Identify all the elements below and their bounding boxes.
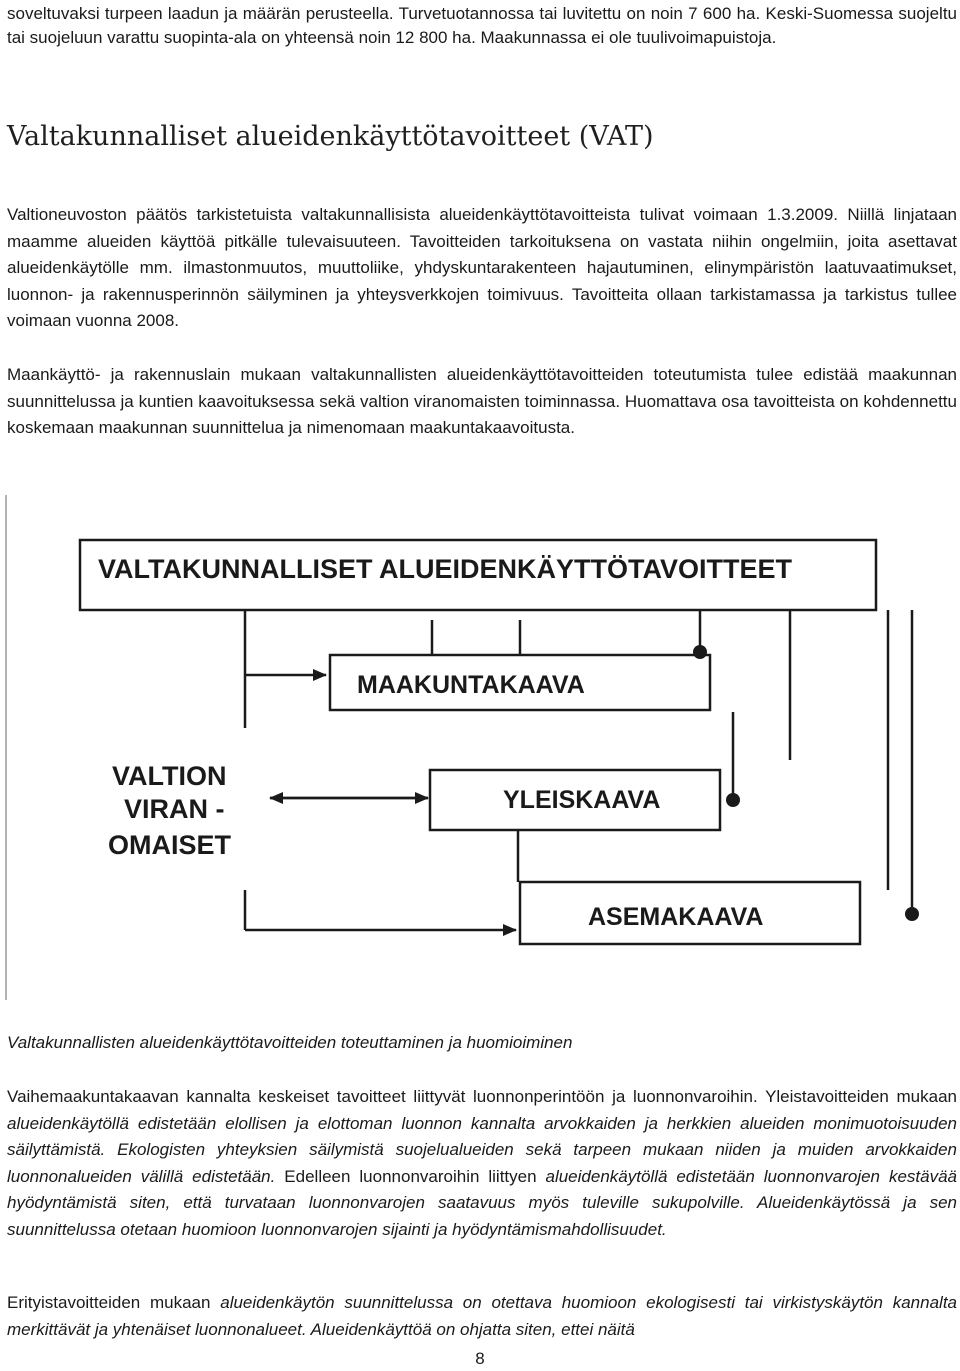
- paragraph-special-text-1: Erityistavoitteiden mukaan: [7, 1293, 221, 1312]
- intro-paragraph: soveltuvaksi turpeen laadun ja määrän perusteella. Turvetuotannossa tai luvitettu on noin 7 600 ha. Keski-Suomessa suojeltu tai suojeluun varattu suopinta-ala on yhteensä noin 12 800 ha. Maakunnassa ei ole tuulivoimapuistoja.: [7, 4, 957, 47]
- dot-asema: [905, 907, 919, 921]
- paragraph-goals: [7, 1084, 957, 1243]
- planning-hierarchy-diagram: [0, 490, 960, 1005]
- vat-box-label: VALTAKUNNALLISET ALUEIDENKÄYTTÖTAVOITTEET: [98, 554, 792, 584]
- paragraph-special-italic-1: alueidenkäytön suunnittelussa on otettava huomioon ekologisesti tai virkistyskäytön kannalta merkittävät ja yhtenäiset luonnonalueet. Alueidenkäyttöä on ohjatta siten, ettei näitä: [7, 1293, 957, 1339]
- yleiskaava-label: YLEISKAAVA: [503, 786, 661, 814]
- dot-maakunta: [693, 645, 707, 659]
- dot-yleis: [726, 793, 740, 807]
- asemakaava-label: ASEMAKAAVA: [588, 903, 764, 931]
- diagram-caption: Valtakunnallisten alueidenkäyttötavoitteiden toteuttaminen ja huomioiminen: [7, 1033, 573, 1052]
- page-number: 8: [475, 1349, 485, 1368]
- valtion-label-3: OMAISET: [108, 830, 232, 860]
- valtion-label-1: VALTION: [112, 761, 227, 791]
- paragraph-mrl: Maankäyttö- ja rakennuslain mukaan valtakunnallisten alueidenkäyttötavoitteiden toteutumista tulee edistää maakunnan suunnittelussa ja kuntien kaavoituksessa sekä valtion viranomaisten toiminnassa. Huomattava osa tavoitteista on kohdennettu koskemaan maakunnan suunnittelua ja nimenomaan maakuntakaavoitusta.: [7, 365, 957, 437]
- valtion-label-2: VIRAN -: [124, 794, 225, 824]
- paragraph-goals-text-2: Edelleen luonnonvaroihin liittyen: [275, 1166, 546, 1186]
- section-title: Valtakunnalliset alueidenkäyttötavoitteet (VAT): [7, 121, 654, 152]
- paragraph-goals-italic-1: alueidenkäytöllä edistetään elollisen ja elottoman luonnon kannalta arvokkaiden ja herkkien alueiden monimuotoisuuden säilyttämistä. Ekologisten yhteyksien säilymistä suojelualueiden sekä tarpeen mukaan niiden ja muiden arvokkaiden luonnonalueiden välillä edistetään.: [7, 1113, 957, 1186]
- paragraph-goals-text-1: Vaihemaakuntakaavan kannalta keskeiset tavoitteet liittyvät luonnonperintöön ja luonnonvaroihin. Yleistavoitteiden mukaan: [7, 1087, 957, 1106]
- paragraph-vat: Valtioneuvoston päätös tarkistetuista valtakunnallisista alueidenkäyttötavoitteista tulivat voimaan 1.3.2009. Niillä linjataan maamme alueiden käyttöä pitkälle tulevaisuuteen. Tavoitteiden tarkoituksena on vastata niihin ongelmiin, joita asettavat alueidenkäytölle mm. ilmastonmuutos, muuttoliike, yhdyskuntarakenteen hajautuminen, elinympäristön laatuvaatimukset, luonnon- ja rakennusperinnön säilyminen ja yhteysverkkojen toimivuus. Tavoitteita ollaan tarkistamassa ja tarkistus tullee voimaan vuonna 2008.: [7, 205, 957, 330]
- maakuntakaava-label: MAAKUNTAKAAVA: [357, 671, 585, 699]
- paragraph-goals-italic-2: alueidenkäytöllä edistetään luonnonvarojen kestävää hyödyntämistä siten, että turvataan luonnonvarojen saatavuus myös tuleville sukupolville. Alueidenkäytössä ja sen suunnittelussa otetaan huomioon luonnonvarojen sijainti ja hyödyntämismahdollisuudet.: [7, 1166, 957, 1239]
- paragraph-special-goals: [7, 1290, 957, 1343]
